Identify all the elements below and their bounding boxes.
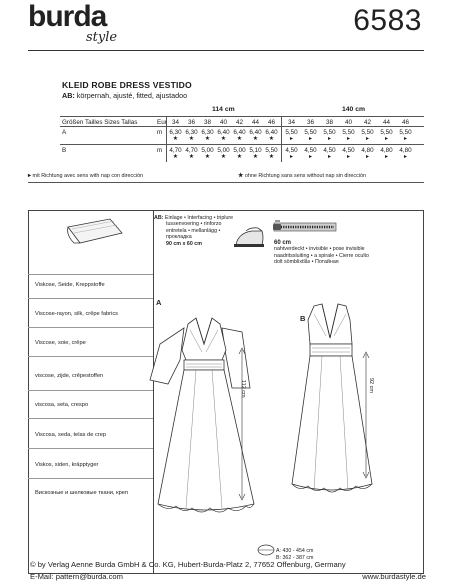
copyright-notice: © by Verlag Aenne Burda GmbH & Co. KG, Hubert-Burda-Platz 2, 77652 Offenburg, Germany [30,560,346,569]
yardage-cell: 6,40 [217,128,230,136]
yardage-cell: 4,50 [304,146,317,154]
size-cell: 44 [382,118,390,126]
with-nap-arrow: ▸ [384,154,388,160]
yardage-cell: 5,50 [304,128,317,136]
fabric-separator [28,274,153,275]
zipper-line: nahtverdeckt • invisible • pose invisible [274,246,365,253]
size-cell: 34 [287,118,295,126]
view-label: AB: [62,91,75,100]
table-column-divider [166,116,167,162]
fabric-suggestion: Viskos, siden, kräpptyger [35,462,99,468]
fabric-separator [28,448,153,449]
without-nap-star: ★ [252,136,259,142]
with-nap-arrow: ▸ [327,136,331,142]
with-nap-arrow: ▸ [365,154,369,160]
size-cell: 36 [306,118,314,126]
yardage-cell: 4,70 [169,146,182,154]
interfacing-info [154,215,233,247]
size-cell: 40 [344,118,352,126]
brand-name: burda [28,0,107,33]
yardage-cell: 4,80 [399,146,412,154]
fabric-suggestion: viscosa, seta, crespo [35,402,89,408]
yardage-cell: 5,50 [265,146,278,154]
fabric-bolt-icon [64,217,126,247]
fabric-width-114: 114 cm [212,106,235,113]
dress-view-b-sketch [286,300,390,520]
contact-email: E-Mail: pattern@burda.com [30,572,123,581]
fabric-suggestion: Viskose, Seide, Kreppstoffe [35,282,105,288]
yardage-cell: 6,40 [265,128,278,136]
without-nap-star: ★ [220,136,227,142]
hem-width-a: A: 430 - 454 cm [276,548,314,554]
yardage-cell: 4,80 [361,146,374,154]
yardage-cell: 5,50 [285,128,298,136]
fabric-separator [28,327,153,328]
fabric-separator [28,390,153,391]
yardage-cell: 6,40 [233,128,246,136]
size-cell: 38 [203,118,211,126]
yardage-cell: 6,30 [201,128,214,136]
header-divider [28,50,424,51]
fabric-suggestion: Viscosa, seda, telas de crep [35,432,107,438]
fabric-suggestion: Вискозные и шелковые ткани, креп [35,490,128,496]
yardage-cell: 5,50 [361,128,374,136]
without-nap-text: ohne Richtung sans sens without nap sin dirección [244,173,366,179]
without-nap-star: ★ [268,136,275,142]
size-cell: 46 [401,118,409,126]
legend-without-nap [238,172,366,179]
fabric-width-header [60,100,424,116]
row-unit: m [157,128,163,136]
interfacing-line: tussenvoering • rinforzo [166,221,222,228]
nap-row-a [60,136,424,144]
with-nap-arrow: ▸ [346,154,350,160]
row-label: A [62,128,67,136]
view-a-label: A [156,298,162,307]
hem-width-b: B: 362 - 387 cm [276,555,314,561]
hem-width-icon [256,542,276,558]
zipper-info [274,240,369,266]
fabric-separator [28,478,153,479]
yardage-cell: 6,40 [249,128,262,136]
without-nap-star: ★ [252,154,259,160]
fabric-separator [28,356,153,357]
yardage-cell: 5,10 [249,146,262,154]
fabric-width-140: 140 cm [342,106,366,113]
with-nap-arrow: ▸ [308,136,312,142]
garment-subtitle [62,91,187,100]
with-nap-arrow: ▸ [346,136,350,142]
view-b-label: B [300,314,306,323]
without-nap-star: ★ [220,154,227,160]
with-nap-arrow: ▸ [403,154,407,160]
fabric-suggestion: Viscose, soie, crêpe [35,340,86,346]
fabric-suggestion: Viscose-rayon, silk, crêpe fabrics [35,311,119,317]
without-nap-star: ★ [204,154,211,160]
yardage-table [60,100,424,162]
yardage-cell: 5,50 [323,128,336,136]
zipper-line: dolt sömblixtlås • Потайная [274,259,339,266]
yardage-cell: 5,50 [399,128,412,136]
pattern-number: 6583 [353,4,422,37]
garment-title: KLEID ROBE DRESS VESTIDO [62,80,192,90]
row-unit: m [157,146,163,154]
burda-style-logo [28,2,128,46]
interfacing-line: Einlage • Interfacing • triplure [164,215,234,221]
with-nap-arrow: ▸ [289,136,293,142]
yardage-cell: 4,80 [380,146,393,154]
size-header-row [60,116,424,126]
size-header-unit: Eur [157,118,167,126]
yardage-cell: 5,50 [342,128,355,136]
yardage-cell: 6,30 [169,128,182,136]
yardage-cell: 5,00 [233,146,246,154]
size-cell: 42 [235,118,243,126]
with-nap-arrow: ▸ [384,136,388,142]
interfacing-size: 90 cm x 60 cm [166,240,202,247]
table-column-divider [281,116,282,162]
brand-sub: style [86,30,118,45]
size-cell: 34 [171,118,179,126]
iron-on-interfacing-icon [232,227,268,249]
fabric-separator [28,418,153,419]
with-nap-arrow: ▸ [289,154,293,160]
size-cell: 38 [325,118,333,126]
with-nap-symbol: ▸ [28,173,32,179]
view-a-length: 112 cm [240,380,246,398]
legend-divider [28,182,424,183]
interfacing-line: entretela • mellanlägg • [166,227,221,234]
size-cell: 46 [267,118,275,126]
without-nap-star: ★ [188,136,195,142]
nap-row-b [60,154,424,162]
interfacing-line: прокладка [166,234,192,241]
size-cell: 42 [363,118,371,126]
size-cell: 40 [219,118,227,126]
fabric-suggestions-column [28,210,153,574]
without-nap-star: ★ [268,154,275,160]
fit-description: körpernah, ajusté, fitted, ajustadoo [76,91,188,100]
with-nap-text: mit Richtung avec sens with nap con dirección [32,173,144,179]
without-nap-star: ★ [236,154,243,160]
zipper-line: naadritssluiting • a spirale • Cierre oculto [274,252,369,259]
without-nap-star: ★ [172,154,179,160]
with-nap-arrow: ▸ [365,136,369,142]
size-header-label: Größen Tailles Sizes Tallas [62,118,138,126]
without-nap-star: ★ [188,154,195,160]
without-nap-star: ★ [236,136,243,142]
size-cell: 44 [251,118,259,126]
with-nap-arrow: ▸ [327,154,331,160]
zipper-length: 60 cm [274,240,292,246]
yardage-cell: 4,50 [285,146,298,154]
with-nap-arrow: ▸ [308,154,312,160]
yardage-cell: 5,50 [380,128,393,136]
fabric-suggestion: viscose, zijde, crêpestoffen [35,373,104,379]
yardage-cell: 4,50 [323,146,336,154]
size-cell: 36 [187,118,195,126]
interfacing-view-label: AB: [154,215,164,221]
yardage-cell: 4,70 [185,146,198,154]
view-b-length: 92 cm [368,378,374,393]
with-nap-arrow: ▸ [403,136,407,142]
without-nap-star: ★ [172,136,179,142]
invisible-zipper-icon [272,216,342,238]
without-nap-star: ★ [204,136,211,142]
legend-with-nap [28,172,143,179]
yardage-cell: 5,00 [201,146,214,154]
website-url: www.burdastyle.de [362,572,426,581]
row-label: B [62,146,67,154]
yardage-cell: 5,00 [217,146,230,154]
yardage-cell: 4,50 [342,146,355,154]
fabric-separator [28,298,153,299]
yardage-cell: 6,30 [185,128,198,136]
dress-view-a-sketch [146,304,264,518]
without-nap-symbol: ★ [238,173,244,179]
